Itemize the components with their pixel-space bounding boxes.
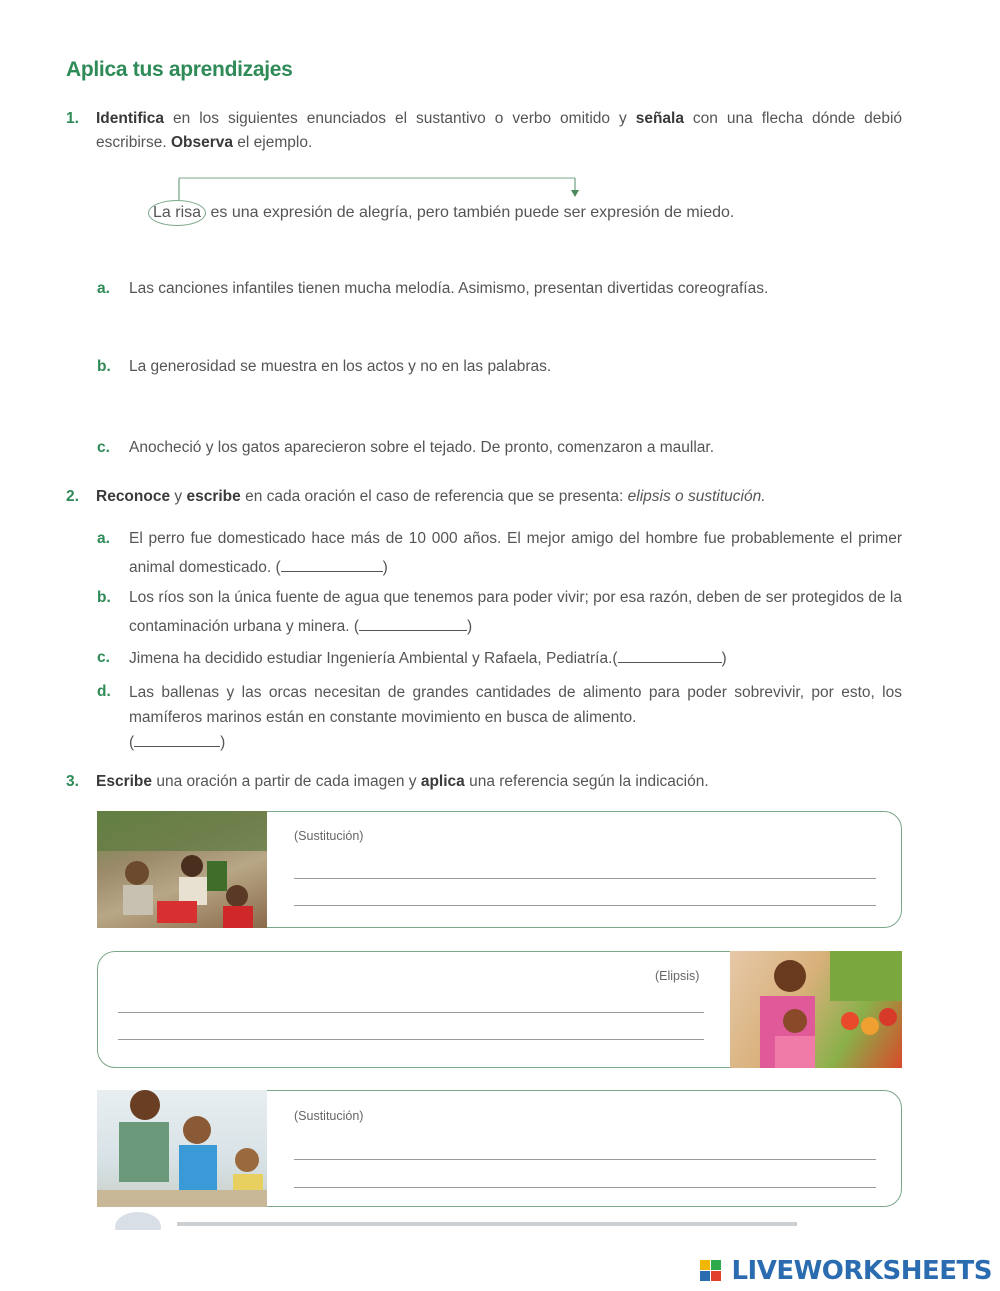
answer-blank[interactable] — [134, 730, 220, 747]
answer-blank[interactable] — [359, 614, 467, 631]
example-arrow — [170, 172, 590, 202]
list-item: c. Jimena ha decidido estudiar Ingeniería Ambiental y Rafaela, Pediatría.( ) — [97, 646, 902, 672]
answer-line[interactable] — [118, 1012, 704, 1013]
reference-hint: (Sustitución) — [294, 829, 364, 843]
list-item[interactable]: c. Anocheció y los gatos aparecieron sobre el tejado. De pronto, comenzaron a maullar. — [97, 439, 715, 456]
list-item[interactable]: a. Las canciones infantiles tienen mucha melodía. Asimismo, presentan divertidas coreografías. — [97, 280, 769, 297]
footer-circle-icon — [115, 1212, 161, 1230]
footer-blurred-text — [177, 1222, 797, 1226]
answer-line[interactable] — [294, 1187, 876, 1188]
liveworksheets-brand: LIVEWORKSHEETS — [731, 1256, 992, 1286]
question-number: 2. — [66, 488, 79, 505]
question-number: 3. — [66, 773, 79, 790]
question-1-instruction: Identifica en los siguientes enunciados el sustantivo o verbo omitido y señala con una flecha dónde debió escribirse. Observa el ejemplo. — [96, 110, 903, 151]
reference-hint: (Sustitución) — [294, 1109, 364, 1123]
question-3-instruction: Escribe una oración a partir de cada imagen y aplica una referencia según la indicación. — [96, 773, 709, 790]
children-planting-photo — [97, 811, 267, 928]
shopping-fruit-photo — [730, 951, 902, 1068]
list-item: a. El perro fue domesticado hace más de 10 000 años. El mejor amigo del hombre fue probablemente el primer animal domesticado. ( ) — [97, 530, 902, 576]
answer-blank[interactable] — [618, 646, 722, 663]
cropped-footer-strip — [115, 1210, 805, 1230]
example-sentence: La risa es una expresión de alegría, pero también puede ser expresión de miedo. — [148, 200, 734, 226]
page-title: Aplica tus aprendizajes — [66, 58, 293, 81]
question-number: 1. — [66, 110, 79, 127]
liveworksheets-logo-icon — [700, 1260, 722, 1282]
question-2-instruction: Reconoce y escribe en cada oración el caso de referencia que se presenta: elipsis o sustitución. — [96, 488, 766, 505]
list-item: d. Las ballenas y las orcas necesitan de grandes cantidades de alimento para poder sobrevivir, por esto, los mamíferos marinos están en constante movimiento en busca de alimento. ( ) — [97, 683, 902, 751]
example-circled-noun: La risa — [148, 200, 206, 226]
answer-line[interactable] — [294, 878, 876, 879]
reference-hint: (Elipsis) — [655, 969, 700, 983]
family-cooking-photo — [97, 1090, 267, 1207]
answer-blank[interactable] — [281, 555, 383, 572]
answer-line[interactable] — [294, 1159, 876, 1160]
answer-line[interactable] — [118, 1039, 704, 1040]
list-item: b. Los ríos son la única fuente de agua que tenemos para poder vivir; por esa razón, deben de ser protegidos de la contaminación urbana y minera. ( ) — [97, 589, 902, 635]
mother-daughter-image-icon — [730, 951, 902, 1068]
list-item[interactable]: b. La generosidad se muestra en los actos y no en las palabras. — [97, 358, 552, 375]
children-planting-image-icon — [97, 811, 267, 928]
family-kitchen-image-icon — [97, 1090, 267, 1207]
answer-line[interactable] — [294, 905, 876, 906]
